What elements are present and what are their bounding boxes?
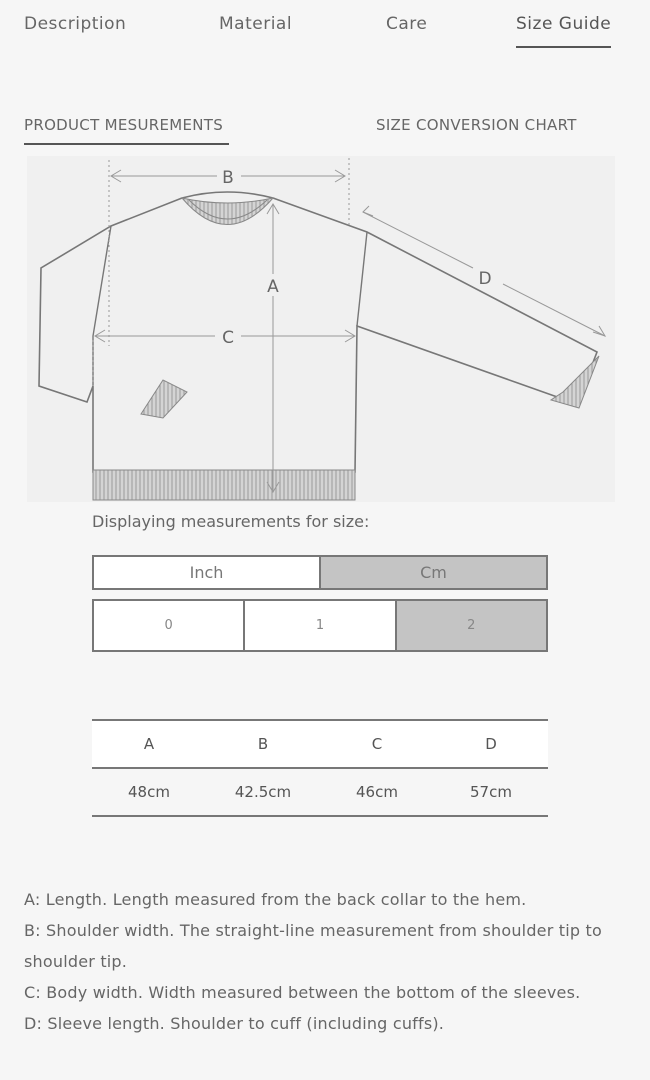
product-info-tabs <box>0 14 650 54</box>
subtab-product-measurements[interactable]: PRODUCT MESUREMENTS <box>24 116 224 134</box>
definition-a: A: Length. Length measured from the back collar to the hem. <box>24 890 527 909</box>
value-c: 46cm <box>356 783 398 801</box>
unit-toggle <box>92 555 548 590</box>
definition-d: D: Sleeve length. Shoulder to cuff (including cuffs). <box>24 1014 445 1033</box>
hem-rib <box>93 470 355 500</box>
subtab-size-conversion-chart[interactable]: SIZE CONVERSION CHART <box>376 116 577 134</box>
measurement-definitions <box>24 884 624 1039</box>
tab-description[interactable]: Description <box>24 14 127 34</box>
measurements-table <box>92 719 548 817</box>
sweater-diagram-svg <box>27 156 615 502</box>
definition-c: C: Body width. Width measured between the bottom of the sleeves. <box>24 983 581 1002</box>
sweater-outline <box>39 192 597 472</box>
tab-care[interactable]: Care <box>386 14 428 34</box>
definition-b: B: Shoulder width. The straight-line measurement from shoulder tip to shoulder tip. <box>24 921 603 971</box>
label-a: A <box>267 277 279 297</box>
value-d: 57cm <box>470 783 512 801</box>
value-a: 48cm <box>128 783 170 801</box>
value-b: 42.5cm <box>234 783 292 801</box>
tab-material[interactable]: Material <box>219 14 293 34</box>
size-selector <box>92 599 548 652</box>
size-0-button[interactable]: 0 <box>94 601 243 650</box>
header-c: C <box>371 735 383 753</box>
unit-inch-button[interactable]: Inch <box>94 557 319 588</box>
table-divider <box>92 815 548 817</box>
size-2-button[interactable]: 2 <box>395 601 546 650</box>
table-row <box>92 769 548 815</box>
unit-cm-button[interactable]: Cm <box>319 557 546 588</box>
header-d: D <box>485 735 497 753</box>
tab-size-guide[interactable]: Size Guide <box>516 14 612 34</box>
label-b: B <box>222 168 234 188</box>
displaying-size-label: Displaying measurements for size: <box>92 512 370 531</box>
header-b: B <box>257 735 269 753</box>
table-header-row <box>92 721 548 767</box>
label-d: D <box>478 269 492 289</box>
header-a: A <box>143 735 155 753</box>
sweater-measurement-diagram <box>27 156 615 502</box>
label-c: C <box>222 328 234 348</box>
size-1-button[interactable]: 1 <box>243 601 394 650</box>
